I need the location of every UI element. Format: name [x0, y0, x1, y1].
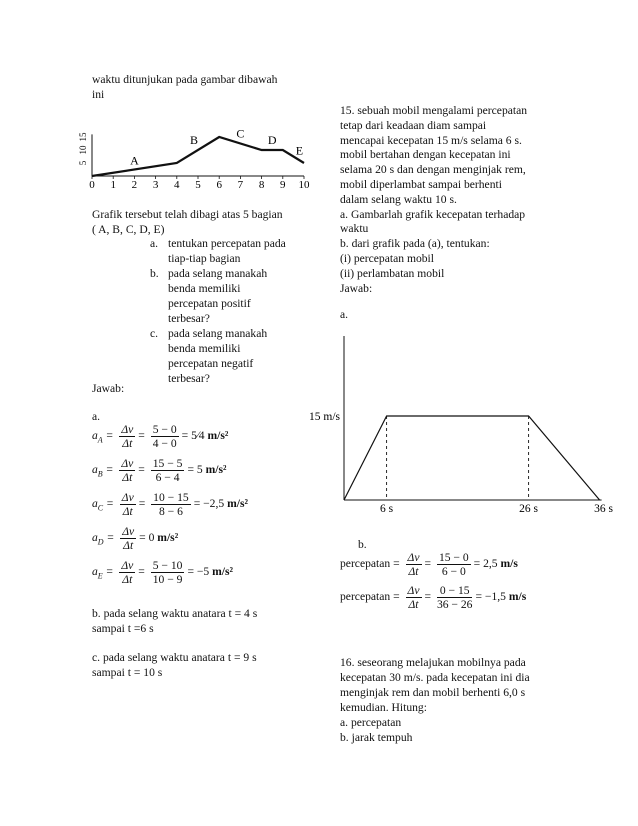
segment-label-d: D: [267, 133, 277, 147]
q15-line: mencapai kecepatan 15 m/s selama 6 s.: [340, 133, 522, 147]
delta-fraction: [119, 559, 135, 586]
question-line: tentukan percepatan pada: [168, 237, 286, 250]
y-tick-label: 10: [78, 145, 88, 155]
velocity-time-graph-segments: [72, 118, 322, 198]
question-line: percepatan negatif: [168, 357, 254, 370]
question-line: benda memiliki: [168, 282, 241, 295]
numerator: 15 − 0: [438, 551, 469, 564]
x-tick-label: 2: [131, 179, 138, 191]
calc-label: percepatan =: [340, 590, 403, 604]
denominator: 6 − 4: [155, 471, 180, 484]
question-line: benda memiliki: [168, 342, 241, 355]
q16-line: kemudian. Hitung:: [340, 701, 427, 714]
value-fraction: [151, 559, 185, 586]
value-fraction: [151, 423, 179, 450]
segment-label-c: C: [236, 126, 245, 141]
numerator: 10 − 15: [153, 491, 189, 504]
q15-line: 15. sebuah mobil mengalami percepatan: [340, 104, 528, 117]
x-tick-label: 6: [216, 179, 222, 191]
result: = −5: [187, 565, 213, 579]
intro-line-2: ini: [92, 88, 105, 101]
unit: m/s: [500, 557, 518, 571]
question-line: terbesar?: [168, 372, 210, 385]
equation-b: $a_B$ = $\frac{\Delta v}{\Delta t}$ = $\frac{15 - 5}{6 - 4}$ = 5 m/s²: [92, 457, 227, 484]
unit: m/s: [508, 590, 527, 604]
delta-v: Δv: [122, 525, 135, 538]
jawab-label: Jawab:: [92, 382, 125, 395]
answer-b-line-2: sampai t =6 s: [92, 622, 154, 635]
segment-label-b: B: [189, 133, 199, 147]
velocity-time-graph-car: [300, 330, 614, 530]
denominator: 10 − 9: [152, 573, 183, 586]
numerator: 0 − 15: [437, 584, 473, 598]
question-line: pada selang manakah: [168, 267, 268, 280]
value-fraction: [151, 491, 191, 518]
unit: m/s²: [205, 463, 227, 477]
x-tick-label: 3: [152, 179, 159, 191]
delta-fraction: [120, 525, 136, 552]
unit: m/s²: [157, 531, 179, 545]
q16-line: menginjak rem dan mobil berhenti 6,0 s: [340, 686, 526, 699]
delta-t: Δt: [123, 539, 134, 552]
equation-e: $a_E$ = $\frac{\Delta v}{\Delta t}$ = $\frac{5 - 10}{10 - 9}$ = −5 m/s²: [92, 559, 233, 586]
x-tick-label: 0: [89, 179, 95, 191]
q15-line: tetap dari keadaan diam sampai: [340, 118, 487, 132]
y-tick-label: 15: [78, 132, 88, 142]
unit: m/s²: [212, 565, 233, 579]
equation-d: [92, 525, 178, 552]
calc-row: percepatan = $\frac{\Delta v}{\Delta t}$ = $\frac{0 - 15}{36 - 26}$ = −1,5 m/s: [340, 584, 527, 611]
delta-t: Δt: [122, 573, 133, 586]
q15-line: Jawab:: [340, 281, 373, 295]
acc-symbol: $a_B$ =: [92, 463, 117, 479]
q15-line: mobil diperlambat sampai berhenti: [340, 178, 502, 191]
denominator: 4 − 0: [152, 437, 177, 450]
q15-line: selama 20 s dan dengan menginjak rem,: [340, 163, 526, 177]
q16-line: b. jarak tempuh: [340, 731, 413, 744]
calc-row: percepatan = $\frac{\Delta v}{\Delta t}$ = $\frac{15 - 0}{6 - 0}$ = 2,5 m/s: [340, 551, 518, 578]
delta-fraction: [406, 584, 422, 611]
segment-label-a: A: [130, 153, 139, 168]
value-fraction: [437, 584, 473, 611]
question-mark: a.: [150, 237, 159, 250]
q15-line: mobil bertahan dengan kecepatan ini: [340, 148, 511, 162]
x-tick-label: 4: [174, 179, 180, 191]
delta-v: Δv: [407, 584, 420, 597]
result: = −1,5: [475, 590, 509, 604]
numerator: 5 − 10: [152, 559, 183, 572]
result: = −2,5: [193, 497, 228, 511]
x-tick-label: 5: [195, 179, 201, 191]
numerator: 15 − 5: [152, 457, 183, 470]
answer-c-line-2: sampai t = 10 s: [92, 666, 163, 679]
answer-c-line-1: c. pada selang waktu anatara t = 9 s: [92, 651, 257, 664]
velocity-line: [344, 416, 600, 500]
acc-symbol: $a_C$ =: [92, 497, 117, 513]
delta-fraction: [119, 457, 135, 484]
x-value-label: 6 s: [380, 503, 394, 515]
question-line: percepatan positif: [168, 297, 251, 310]
acc-symbol: $a_D$ =: [92, 531, 118, 547]
q16-line: 16. seseorang melajukan mobilnya pada: [340, 656, 526, 669]
x-tick-label: 7: [237, 179, 244, 191]
result: = 0: [139, 531, 158, 545]
x-tick-label: 9: [280, 179, 286, 191]
question-line: terbesar?: [168, 312, 210, 325]
delta-t: Δt: [408, 565, 419, 578]
question-line: pada selang manakah: [168, 327, 268, 340]
calc-label: percepatan =: [340, 557, 403, 571]
question-line: tiap-tiap bagian: [168, 252, 241, 265]
question-mark: b.: [150, 267, 159, 280]
q15-line: b. dari grafik pada (a), tentukan:: [340, 237, 490, 251]
unit: m/s²: [227, 497, 248, 511]
q15-line: a. Gambarlah grafik kecepatan terhadap: [340, 207, 526, 221]
y-value-label: 15 m/s: [309, 411, 340, 423]
segment-label-e: E: [295, 143, 304, 158]
delta-t: Δt: [408, 598, 419, 611]
intro-line-1: waktu ditunjukan pada gambar dibawah: [92, 73, 278, 86]
x-value-label: 26 s: [519, 503, 539, 515]
delta-fraction: [120, 491, 136, 518]
unit: m/s²: [207, 429, 229, 443]
delta-v: Δv: [407, 551, 420, 564]
q15-line: (i) percepatan mobil: [340, 252, 434, 265]
denominator: 36 − 26: [436, 598, 473, 611]
result: = 2,5: [473, 557, 501, 571]
y-tick-label: 5: [78, 160, 88, 166]
answer-15a-mark: a.: [340, 308, 349, 321]
value-fraction: [437, 551, 471, 578]
x-tick-label: 8: [258, 179, 265, 191]
delta-fraction: [406, 551, 422, 578]
delta-v: Δv: [121, 559, 134, 572]
delta-t: Δt: [122, 437, 133, 450]
equation-a: $a_A$ = $\frac{\Delta v}{\Delta t}$ = $\frac{5 - 0}{4 - 0}$ = 5⁄4 m/s²: [92, 423, 229, 450]
delta-v: Δv: [121, 423, 134, 436]
equation-c: $a_C$ = $\frac{\Delta v}{\Delta t}$ = $\frac{10 - 15}{8 - 6}$ = −2,5 m/s²: [92, 491, 248, 518]
delta-v: Δv: [121, 491, 134, 504]
x-tick-label: 1: [110, 179, 116, 191]
q16-line: a. percepatan: [340, 716, 402, 729]
x-tick-label: 10: [298, 179, 310, 191]
q15-line: waktu: [340, 222, 369, 236]
result: = 5: [187, 463, 206, 477]
delta-t: Δt: [122, 471, 133, 484]
x-value-label: 36 s: [594, 503, 614, 515]
question-mark: c.: [150, 327, 159, 340]
value-fraction: [151, 457, 185, 484]
q15-line: dalam selang waktu 10 s.: [340, 192, 457, 206]
denominator: 6 − 0: [441, 565, 466, 578]
delta-fraction: [119, 423, 135, 450]
answer-b-line-1: b. pada selang waktu anatara t = 4 s: [92, 607, 258, 620]
delta-t: Δt: [122, 505, 133, 518]
acc-symbol: $a_A$ =: [92, 429, 117, 445]
q15-line: (ii) perlambatan mobil: [340, 266, 445, 280]
answer-15b-mark: b.: [358, 538, 367, 551]
numerator: 5 − 0: [152, 423, 177, 436]
result: = 5⁄4: [181, 429, 208, 443]
q16-line: kecepatan 30 m/s. pada kecepatan ini dia: [340, 671, 530, 684]
graph-description-line-2: ( A, B, C, D, E): [92, 223, 165, 236]
answer-a-mark: a.: [92, 410, 101, 423]
denominator: 8 − 6: [158, 505, 183, 518]
graph-description-line-1: Grafik tersebut telah dibagi atas 5 bagian: [92, 208, 283, 221]
delta-v: Δv: [121, 457, 134, 470]
acc-symbol: $a_E$ =: [92, 565, 117, 581]
